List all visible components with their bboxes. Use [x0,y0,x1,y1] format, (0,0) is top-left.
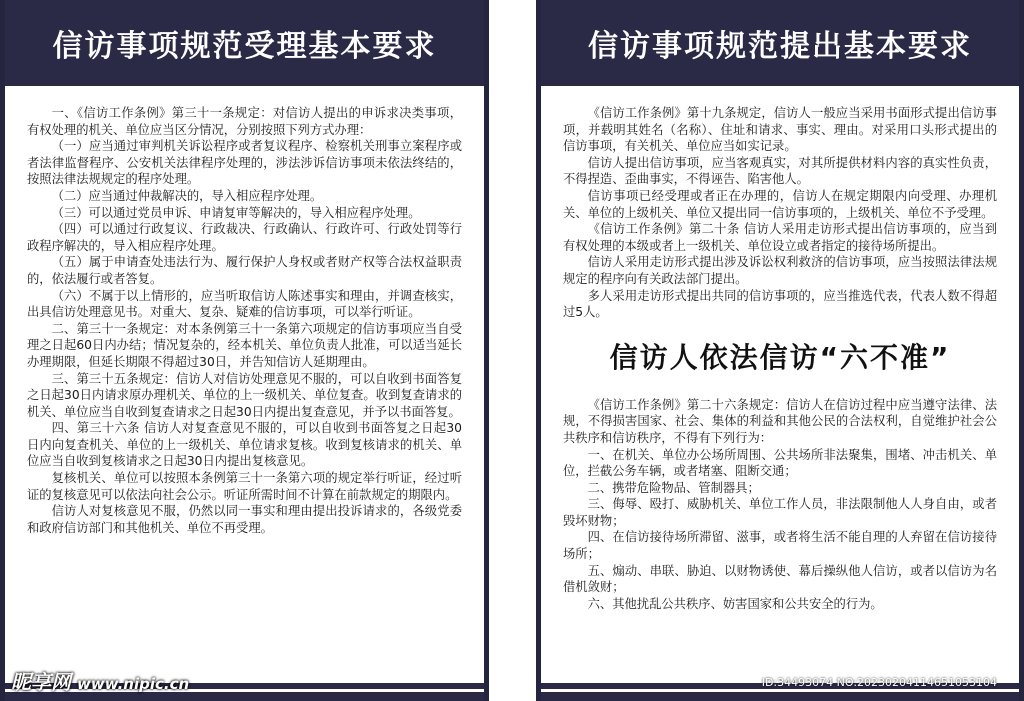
right-panel [536,0,1024,701]
right-paragraph: 信访人提出信访事项，应当客观真实，对其所提供材料内容的真实性负责，不得捏造、歪曲事实，不得诬告、陷害他人。 [563,155,997,187]
right-paragraph: 三、侮辱、殴打、威胁机关、单位工作人员，非法限制他人人身自由，或者毁坏财物； [563,497,997,528]
right-body [563,105,997,612]
six-prohibitions-heading: 信访人依法信访“六不准” [609,340,951,374]
left-title-band [5,0,484,86]
right-paragraph: 《信访工作条例》第二十六条规定：信访人在信访过程中应当遵守法律、法规，不得损害国家、社会、集体的利益和其他公民的合法权利，自觉维护社会公共秩序和信访秩序，不得有下列行为： [563,397,997,445]
right-paragraph: 《信访工作条例》第十九条规定，信访人一般应当采用书面形式提出信访事项，并载明其姓名（名称）、住址和请求、事实、理由。对采用口头形式提出的信访事项，有关机关、单位应当如实记录。 [563,106,997,154]
image-id-label: ID:34493074 NO:20230204114651053104 [761,676,997,689]
right-paragraph: 多人采用走访形式提出共同的信访事项的，应当推选代表，代表人数不得超过5人。 [563,288,997,320]
left-paragraph: （三）可以通过党员申诉、申请复审等解决的，导入相应程序处理。 [51,205,421,220]
site-watermark [11,666,189,695]
left-paragraph: （一）应当通过审判机关诉讼程序或者复议程序、检察机关刑事立案程序或者法律监督程序、公安机关法律程序处理的，涉法涉诉信访事项未依法终结的，按照法律法规规定的程序处理。 [27,139,462,187]
left-panel [0,0,489,701]
watermark-url: www.nipic.cn [77,675,190,693]
right-paragraph: 一、在机关、单位办公场所周围、公共场所非法聚集，围堵、冲击机关、单位，拦截公务车辆，或者堵塞、阻断交通； [563,447,997,479]
left-paragraph: 复核机关、单位可以按照本条例第三十一条第六项的规定举行听证，经过听证的复核意见可以依法向社会公示。听证所需时间不计算在前款规定的期限内。 [27,471,462,502]
right-title: 信访事项规范提出基本要求 [588,29,972,64]
right-title-band [541,0,1019,86]
right-paragraph: 六、其他扰乱公共秩序、妨害国家和公共安全的行为。 [587,596,883,611]
right-paragraph: 五、煽动、串联、胁迫、以财物诱使、幕后操纵他人信访，或者以信访为名借机敛财； [563,563,997,595]
left-paragraph: 三、第三十五条规定：信访人对信访处理意见不服的，可以自收到书面答复之日起30日内请求原办理机关、单位的上一级机关、单位复查。收到复查请求的机关、单位应当自收到复查请求之日起30日内提出复查意见，并予以书面答复。 [27,371,462,419]
left-paragraph: （四）可以通过行政复议、行政裁决、行政确认、行政许可、行政处罚等行政程序解决的，导入相应程序处理。 [27,222,462,253]
left-paragraph: 一、《信访工作条例》第三十一条规定：对信访人提出的申诉求决类事项，有权处理的机关、单位应当区分情况，分别按照下列方式办理： [27,106,462,137]
right-paragraph: 《信访工作条例》第二十条 信访人采用走访形式提出信访事项的，应当到有权处理的本级或者上一级机关、单位设立或者指定的接待场所提出。 [563,222,997,253]
left-paragraph: 二、第三十一条规定：对本条例第三十一条第六项规定的信访事项应当自受理之日起60日内办结；情况复杂的，经本机关、单位负责人批准，可以适当延长办理期限，但延长期限不得超过30日，并告知信访人延期理由。 [27,321,462,369]
right-paragraph: 信访人采用走访形式提出涉及诉讼权利救济的信访事项，应当按照法律法规规定的程序向有关政法部门提出。 [563,255,997,286]
left-body [27,105,462,536]
left-paragraph: 四、第三十六条 信访人对复查意见不服的，可以自收到书面答复之日起30日内向复查机关、单位的上一级机关、单位请求复核。收到复核请求的机关、单位应当自收到复核请求之日起30日内提出复核意见。 [27,421,462,469]
watermark-logo: 昵享网 [11,670,71,694]
left-paragraph: （五）属于申请查处违法行为、履行保护人身权或者财产权等合法权益职责的，依法履行或者答复。 [27,255,462,286]
left-paragraph: 信访人对复核意见不服，仍然以同一事实和理由提出投诉请求的，各级党委和政府信访部门和其他机关、单位不再受理。 [27,504,462,535]
left-title: 信访事项规范受理基本要求 [52,29,437,64]
right-paragraph: 四、在信访接待场所滞留、滋事，或者将生活不能自理的人弃留在信访接待场所； [563,530,997,562]
right-paragraph: 信访事项已经受理或者正在办理的，信访人在规定期限内向受理、办理机关、单位的上级机关、单位又提出同一信访事项的，上级机关、单位不予受理。 [563,188,997,220]
right-paragraph: 二、携带危险物品、管制器具； [587,480,760,495]
left-paragraph: （二）应当通过仲裁解决的，导入相应程序处理。 [51,188,323,203]
left-paragraph: （六）不属于以上情形的，应当听取信访人陈述事实和理由，并调查核实，出具信访处理意见书。对重大、复杂、疑难的信访事项，可以举行听证。 [27,288,462,320]
footer-bar [541,692,1019,701]
